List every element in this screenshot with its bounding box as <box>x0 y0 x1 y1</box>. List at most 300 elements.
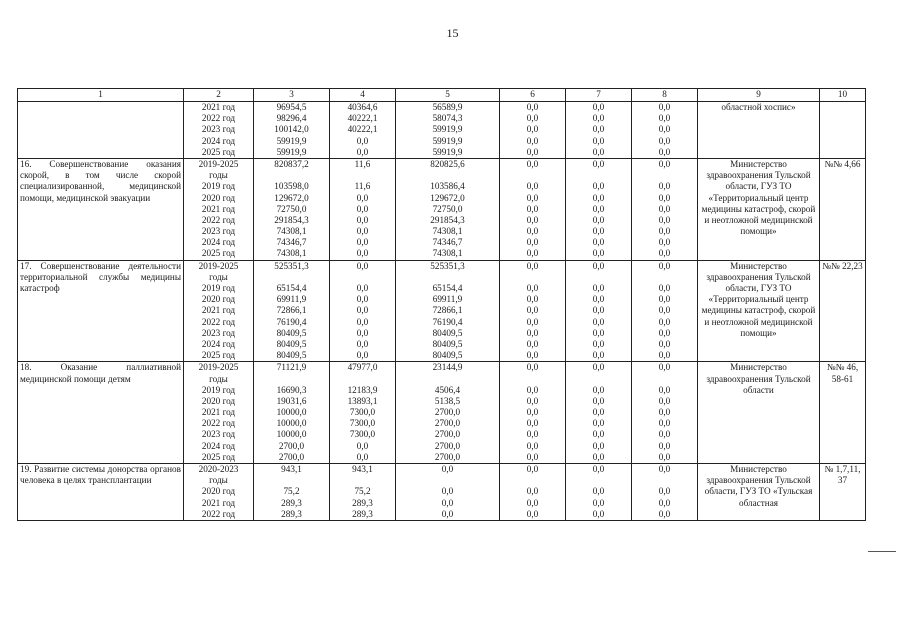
federal-cell <box>332 272 393 283</box>
column-header-2: 2 <box>184 89 254 102</box>
year-cell: 2023 год <box>201 124 236 135</box>
regional-column <box>396 102 500 159</box>
total-cell: 289,3 <box>281 497 302 508</box>
year-column <box>184 260 254 362</box>
extrabudget-cell: 0,0 <box>658 158 671 169</box>
total-cell: 10000,0 <box>276 407 307 418</box>
header-row <box>18 89 866 102</box>
other-budget-cell: 0,0 <box>592 338 605 349</box>
other-budget-cell <box>568 475 629 486</box>
federal-column <box>330 362 396 464</box>
other-budget-cell: 0,0 <box>592 395 605 406</box>
total-cell: 80409,5 <box>276 350 307 361</box>
other-budget-cell: 0,0 <box>592 146 605 157</box>
federal-cell: 0,0 <box>356 260 369 271</box>
total-cell: 291854,3 <box>274 214 309 225</box>
extrabudget-cell: 0,0 <box>658 214 671 225</box>
table-row <box>18 260 866 362</box>
year-cell: 2020 год <box>201 486 236 497</box>
total-cell: 96954,5 <box>276 102 307 112</box>
federal-cell: 0,0 <box>356 135 369 146</box>
extrabudget-cell: 0,0 <box>658 146 671 157</box>
regional-cell: 74308,1 <box>432 226 463 237</box>
municipal-cell: 0,0 <box>526 327 539 338</box>
extrabudget-cell: 0,0 <box>658 135 671 146</box>
municipal-cell: 0,0 <box>526 294 539 305</box>
federal-cell: 0,0 <box>356 327 369 338</box>
other-budget-column <box>566 102 632 159</box>
extrabudget-cell: 0,0 <box>658 338 671 349</box>
page-number: 15 <box>446 26 459 40</box>
measure-name <box>18 102 184 159</box>
total-cell: 80409,5 <box>276 338 307 349</box>
other-budget-cell: 0,0 <box>592 350 605 361</box>
municipal-cell: 0,0 <box>526 305 539 316</box>
regional-cell: 23144,9 <box>432 362 463 373</box>
year-cell: годы <box>209 271 228 282</box>
measure-name: 18. Оказание паллиативной медицинской помощи детям <box>18 362 184 464</box>
regional-cell: 56589,9 <box>432 102 463 112</box>
column-header-9: 9 <box>698 89 820 102</box>
federal-cell <box>332 475 393 486</box>
other-budget-cell <box>568 272 629 283</box>
indicator-ref-cell: № 1,7,11, 37 <box>820 464 866 521</box>
municipal-cell: 0,0 <box>526 113 539 124</box>
extrabudget-cell: 0,0 <box>658 418 671 429</box>
total-cell: 10000,0 <box>276 418 307 429</box>
year-cell: годы <box>209 475 228 486</box>
extrabudget-cell: 0,0 <box>658 327 671 338</box>
other-budget-cell: 0,0 <box>592 102 605 112</box>
municipal-cell: 0,0 <box>526 362 539 373</box>
municipal-cell: 0,0 <box>526 102 539 112</box>
year-cell: 2021 год <box>201 203 236 214</box>
other-budget-cell: 0,0 <box>592 260 605 271</box>
other-budget-cell: 0,0 <box>592 294 605 305</box>
extrabudget-cell: 0,0 <box>658 464 671 474</box>
municipal-cell: 0,0 <box>526 181 539 192</box>
federal-cell: 0,0 <box>356 237 369 248</box>
regional-cell: 59919,9 <box>432 124 463 135</box>
total-cell: 525351,3 <box>274 260 309 271</box>
total-cell: 10000,0 <box>276 429 307 440</box>
total-cell: 74308,1 <box>276 226 307 237</box>
regional-cell <box>398 272 497 283</box>
extrabudget-cell: 0,0 <box>658 407 671 418</box>
other-budget-column <box>566 464 632 521</box>
total-cell: 80409,5 <box>276 327 307 338</box>
federal-cell: 11,6 <box>354 181 371 192</box>
total-cell: 129672,0 <box>274 192 309 203</box>
executor-cell: Министерство здравоохранения Тульской области, ГУЗ ТО «Территориальный центр медицины катастроф, скорой и неотложной медицинской помощи» <box>698 158 820 260</box>
federal-cell: 13893,1 <box>347 395 378 406</box>
extrabudget-cell: 0,0 <box>658 497 671 508</box>
other-budget-cell <box>568 170 629 181</box>
other-budget-cell: 0,0 <box>592 203 605 214</box>
total-cell: 2700,0 <box>278 451 305 462</box>
regional-cell: 59919,9 <box>432 146 463 157</box>
regional-cell: 0,0 <box>441 486 454 497</box>
federal-cell: 0,0 <box>356 226 369 237</box>
table-row <box>18 464 866 521</box>
column-header-6: 6 <box>500 89 566 102</box>
year-cell: годы <box>209 373 228 384</box>
other-budget-cell: 0,0 <box>592 135 605 146</box>
column-header-5: 5 <box>396 89 500 102</box>
other-budget-cell: 0,0 <box>592 158 605 169</box>
year-cell: 2024 год <box>201 237 236 248</box>
other-budget-cell: 0,0 <box>592 418 605 429</box>
municipal-cell: 0,0 <box>526 338 539 349</box>
municipal-cell: 0,0 <box>526 248 539 259</box>
municipal-cell: 0,0 <box>526 429 539 440</box>
total-cell: 72750,0 <box>276 203 307 214</box>
other-budget-cell: 0,0 <box>592 192 605 203</box>
other-budget-cell: 0,0 <box>592 440 605 451</box>
extrabudget-cell: 0,0 <box>658 294 671 305</box>
regional-cell: 525351,3 <box>430 260 465 271</box>
federal-cell: 0,0 <box>356 192 369 203</box>
total-column <box>254 260 330 362</box>
extrabudget-cell: 0,0 <box>658 113 671 124</box>
extrabudget-column <box>632 260 698 362</box>
extrabudget-cell: 0,0 <box>658 305 671 316</box>
federal-cell: 289,3 <box>352 497 373 508</box>
municipal-column <box>500 362 566 464</box>
regional-cell: 76190,4 <box>432 316 463 327</box>
table-row <box>18 362 866 464</box>
municipal-cell: 0,0 <box>526 192 539 203</box>
other-budget-cell: 0,0 <box>592 384 605 395</box>
municipal-cell: 0,0 <box>526 158 539 169</box>
regional-cell: 59919,9 <box>432 135 463 146</box>
column-header-1: 1 <box>18 89 184 102</box>
total-cell: 289,3 <box>281 508 302 519</box>
total-cell: 943,1 <box>281 464 302 474</box>
federal-cell: 7300,0 <box>349 429 376 440</box>
extrabudget-cell: 0,0 <box>658 486 671 497</box>
year-cell: 2022 год <box>201 214 236 225</box>
regional-cell: 2700,0 <box>434 440 461 451</box>
municipal-cell: 0,0 <box>526 486 539 497</box>
extrabudget-cell: 0,0 <box>658 237 671 248</box>
extrabudget-cell: 0,0 <box>658 440 671 451</box>
municipal-cell <box>502 170 563 181</box>
total-cell: 59919,9 <box>276 146 307 157</box>
other-budget-cell: 0,0 <box>592 464 605 474</box>
other-budget-cell: 0,0 <box>592 113 605 124</box>
other-budget-cell: 0,0 <box>592 316 605 327</box>
federal-cell: 7300,0 <box>349 407 376 418</box>
year-cell: 2019-2025 <box>198 362 239 373</box>
regional-cell: 69911,9 <box>432 294 463 305</box>
federal-cell: 0,0 <box>356 248 369 259</box>
federal-cell: 40222,1 <box>347 113 378 124</box>
municipal-cell: 0,0 <box>526 283 539 293</box>
municipal-cell: 0,0 <box>526 350 539 361</box>
year-cell: 2024 год <box>201 440 236 451</box>
regional-cell <box>398 475 497 486</box>
other-budget-cell: 0,0 <box>592 451 605 462</box>
regional-cell: 58074,3 <box>432 113 463 124</box>
regional-cell: 129672,0 <box>430 192 465 203</box>
regional-cell <box>398 374 497 385</box>
measure-name: 17. Совершенствование деятельности территориальной службы медицины катастроф <box>18 260 184 362</box>
year-cell: 2022 год <box>201 418 236 429</box>
extrabudget-cell: 0,0 <box>658 384 671 395</box>
municipal-cell: 0,0 <box>526 384 539 395</box>
federal-cell: 0,0 <box>356 214 369 225</box>
municipal-cell: 0,0 <box>526 124 539 135</box>
other-budget-cell: 0,0 <box>592 283 605 293</box>
municipal-cell: 0,0 <box>526 203 539 214</box>
extrabudget-cell: 0,0 <box>658 102 671 112</box>
extrabudget-cell: 0,0 <box>658 429 671 440</box>
measure-name: 16. Совершенствование оказания скорой, в том числе скорой специализированной, медицинской помощи, медицинской эвакуации <box>18 158 184 260</box>
municipal-cell: 0,0 <box>526 146 539 157</box>
extrabudget-cell: 0,0 <box>658 260 671 271</box>
indicator-ref-cell: №№ 22,23 <box>820 260 866 362</box>
other-budget-cell: 0,0 <box>592 214 605 225</box>
regional-cell: 0,0 <box>441 508 454 519</box>
municipal-cell: 0,0 <box>526 451 539 462</box>
regional-cell: 72750,0 <box>432 203 463 214</box>
extrabudget-column <box>632 102 698 159</box>
year-column <box>184 362 254 464</box>
total-cell <box>256 170 327 181</box>
federal-cell: 0,0 <box>356 294 369 305</box>
total-cell: 2700,0 <box>278 440 305 451</box>
extrabudget-cell: 0,0 <box>658 362 671 373</box>
year-column <box>184 158 254 260</box>
regional-cell: 0,0 <box>441 464 454 474</box>
column-header-4: 4 <box>330 89 396 102</box>
year-cell: 2019 год <box>201 181 236 192</box>
year-cell: 2019 год <box>201 283 236 293</box>
federal-column <box>330 158 396 260</box>
year-cell: 2019-2025 <box>198 158 239 169</box>
federal-cell: 40222,1 <box>347 124 378 135</box>
federal-cell: 40364,6 <box>347 102 378 112</box>
regional-cell: 103586,4 <box>430 181 465 192</box>
federal-column <box>330 102 396 159</box>
extrabudget-column <box>632 362 698 464</box>
municipal-column <box>500 102 566 159</box>
municipal-cell <box>502 374 563 385</box>
year-cell: 2025 год <box>201 350 236 361</box>
regional-cell: 2700,0 <box>434 407 461 418</box>
year-cell: 2021 год <box>201 407 236 418</box>
program-table <box>17 88 866 521</box>
year-cell: 2022 год <box>201 316 236 327</box>
year-cell: 2020 год <box>201 395 236 406</box>
year-cell: 2019-2025 <box>198 260 239 271</box>
other-budget-cell: 0,0 <box>592 327 605 338</box>
federal-cell: 47977,0 <box>347 362 378 373</box>
total-cell: 100142,0 <box>274 124 309 135</box>
regional-cell: 2700,0 <box>434 429 461 440</box>
extrabudget-column <box>632 158 698 260</box>
other-budget-cell: 0,0 <box>592 429 605 440</box>
year-cell: годы <box>209 170 228 181</box>
other-budget-cell: 0,0 <box>592 181 605 192</box>
extrabudget-cell: 0,0 <box>658 203 671 214</box>
extrabudget-cell: 0,0 <box>658 192 671 203</box>
regional-cell: 72866,1 <box>432 305 463 316</box>
other-budget-cell: 0,0 <box>592 407 605 418</box>
other-budget-column <box>566 260 632 362</box>
total-cell: 72866,1 <box>276 305 307 316</box>
total-cell <box>256 374 327 385</box>
column-header-8: 8 <box>632 89 698 102</box>
total-cell <box>256 272 327 283</box>
executor-cell: Министерство здравоохранения Тульской области <box>698 362 820 464</box>
municipal-cell: 0,0 <box>526 464 539 474</box>
total-cell: 74346,7 <box>276 237 307 248</box>
federal-cell: 0,0 <box>356 305 369 316</box>
extrabudget-cell: 0,0 <box>658 226 671 237</box>
total-cell: 820837,2 <box>274 158 309 169</box>
extrabudget-cell <box>634 475 695 486</box>
federal-cell: 0,0 <box>356 451 369 462</box>
measure-name: 19. Развитие системы донорства органов человека в целях трансплантации <box>18 464 184 521</box>
federal-cell <box>332 170 393 181</box>
regional-cell: 80409,5 <box>432 327 463 338</box>
year-cell: 2019 год <box>201 384 236 395</box>
extrabudget-cell: 0,0 <box>658 451 671 462</box>
federal-column <box>330 464 396 521</box>
total-cell: 75,2 <box>283 486 300 497</box>
federal-cell: 0,0 <box>356 338 369 349</box>
year-cell: 2021 год <box>201 305 236 316</box>
extrabudget-cell <box>634 170 695 181</box>
regional-column <box>396 158 500 260</box>
extrabudget-column <box>632 464 698 521</box>
table-row <box>18 102 866 159</box>
year-cell: 2025 год <box>201 248 236 259</box>
extrabudget-cell <box>634 374 695 385</box>
total-cell: 69911,9 <box>276 294 307 305</box>
municipal-column <box>500 260 566 362</box>
federal-cell <box>332 374 393 385</box>
other-budget-cell: 0,0 <box>592 226 605 237</box>
other-budget-cell: 0,0 <box>592 124 605 135</box>
municipal-column <box>500 158 566 260</box>
column-header-3: 3 <box>254 89 330 102</box>
total-column <box>254 464 330 521</box>
year-cell: 2022 год <box>201 113 236 124</box>
total-cell: 59919,9 <box>276 135 307 146</box>
total-column <box>254 362 330 464</box>
federal-cell: 0,0 <box>356 350 369 361</box>
municipal-cell: 0,0 <box>526 316 539 327</box>
regional-column <box>396 464 500 521</box>
total-cell: 16690,3 <box>276 384 307 395</box>
other-budget-cell: 0,0 <box>592 486 605 497</box>
year-cell: 2020 год <box>201 192 236 203</box>
regional-cell: 5138,5 <box>434 395 461 406</box>
federal-cell: 0,0 <box>356 316 369 327</box>
extrabudget-cell: 0,0 <box>658 508 671 519</box>
municipal-cell: 0,0 <box>526 260 539 271</box>
extrabudget-cell: 0,0 <box>658 283 671 293</box>
federal-column <box>330 260 396 362</box>
regional-cell: 80409,5 <box>432 350 463 361</box>
table-row <box>18 158 866 260</box>
regional-cell: 4506,4 <box>434 384 461 395</box>
municipal-cell: 0,0 <box>526 226 539 237</box>
total-column <box>254 102 330 159</box>
executor-cell: областной хоспис» <box>698 102 820 159</box>
other-budget-cell: 0,0 <box>592 508 605 519</box>
federal-cell: 0,0 <box>356 283 369 293</box>
municipal-cell <box>502 272 563 283</box>
year-cell: 2020 год <box>201 294 236 305</box>
regional-cell: 291854,3 <box>430 214 465 225</box>
year-column <box>184 102 254 159</box>
total-cell: 98296,4 <box>276 113 307 124</box>
extrabudget-cell: 0,0 <box>658 248 671 259</box>
year-cell: 2024 год <box>201 135 236 146</box>
regional-cell: 74308,1 <box>432 248 463 259</box>
year-cell: 2020-2023 <box>198 464 239 474</box>
year-cell: 2025 год <box>201 146 236 157</box>
regional-cell: 2700,0 <box>434 451 461 462</box>
municipal-cell: 0,0 <box>526 214 539 225</box>
other-budget-cell <box>568 374 629 385</box>
extrabudget-cell: 0,0 <box>658 124 671 135</box>
other-budget-cell: 0,0 <box>592 362 605 373</box>
year-cell: 2021 год <box>201 102 236 112</box>
regional-cell: 2700,0 <box>434 418 461 429</box>
regional-cell: 74346,7 <box>432 237 463 248</box>
indicator-ref-cell: №№ 46, 58-61 <box>820 362 866 464</box>
federal-cell: 75,2 <box>354 486 371 497</box>
regional-cell: 65154,4 <box>432 283 463 293</box>
total-cell: 76190,4 <box>276 316 307 327</box>
municipal-column <box>500 464 566 521</box>
extrabudget-cell: 0,0 <box>658 395 671 406</box>
federal-cell: 0,0 <box>356 203 369 214</box>
indicator-ref-cell <box>820 102 866 159</box>
municipal-cell: 0,0 <box>526 440 539 451</box>
federal-cell: 289,3 <box>352 508 373 519</box>
other-budget-cell: 0,0 <box>592 305 605 316</box>
year-cell: 2023 год <box>201 327 236 338</box>
year-cell: 2023 год <box>201 429 236 440</box>
other-budget-column <box>566 362 632 464</box>
municipal-cell: 0,0 <box>526 135 539 146</box>
other-budget-cell: 0,0 <box>592 497 605 508</box>
other-budget-cell: 0,0 <box>592 237 605 248</box>
column-header-10: 10 <box>820 89 866 102</box>
regional-cell: 0,0 <box>441 497 454 508</box>
total-column <box>254 158 330 260</box>
other-budget-cell: 0,0 <box>592 248 605 259</box>
executor-cell: Министерство здравоохранения Тульской области, ГУЗ ТО «Территориальный центр медицины катастроф, скорой и неотложной медицинской помощи» <box>698 260 820 362</box>
municipal-cell: 0,0 <box>526 497 539 508</box>
year-cell: 2023 год <box>201 226 236 237</box>
federal-cell: 7300,0 <box>349 418 376 429</box>
total-cell: 19031,6 <box>276 395 307 406</box>
total-cell: 71121,9 <box>276 362 307 373</box>
federal-cell: 0,0 <box>356 146 369 157</box>
total-cell: 103598,0 <box>274 181 309 192</box>
regional-cell: 820825,6 <box>430 158 465 169</box>
total-cell: 74308,1 <box>276 248 307 259</box>
year-cell: 2022 год <box>201 508 236 519</box>
total-cell <box>256 475 327 486</box>
